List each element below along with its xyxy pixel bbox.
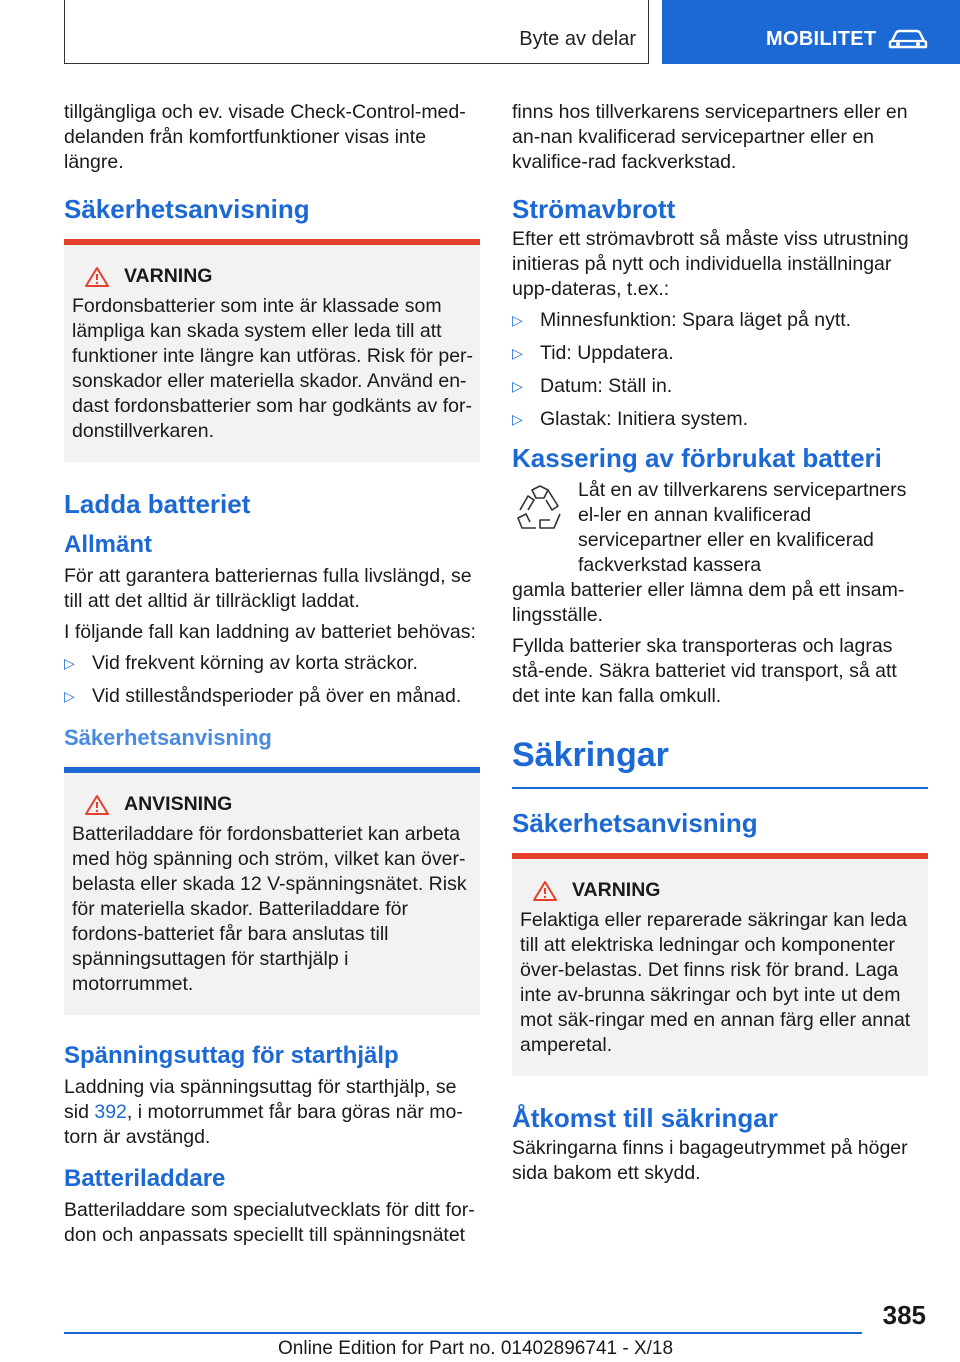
general-heading: Allmänt [64,531,153,558]
intro-text: tillgängliga och ev. visade Check-Control-med-delanden från komfortfunktioner visas inte längre. [64,101,466,173]
outage-list [512,308,928,432]
notice-box-charger [64,767,480,1015]
car-icon [888,28,928,50]
recycle-icon [514,484,566,536]
list-item: ▷ Vid stilleståndsperioder på över en månad. [64,685,462,707]
cases-text: I följande fall kan laddning av batteriet behövas: [64,621,476,643]
right-column [512,100,928,1192]
safety-heading: Säkerhetsanvisning [64,194,310,224]
charge-heading: Ladda batteriet [64,489,251,519]
triangle-bullet-icon: ▷ [512,345,523,361]
list-item: ▷ Minnesfunktion: Spara läget på nytt. [512,309,852,331]
header-chapter-box [662,0,960,64]
access-heading: Åtkomst till säkringar [512,1103,778,1133]
continued-text: finns hos tillverkarens servicepartners eller en an-nan kvalificerad servicepartner eller en kvalifice-rad fackverkstad. [512,101,908,173]
charger-heading: Batteriladdare [64,1165,226,1192]
triangle-bullet-icon: ▷ [512,378,523,394]
access-text: Säkringarna finns i bagageutrymmet på höger sida bakom ett skydd. [512,1137,908,1184]
fuses-safety-heading: Säkerhetsanvisning [512,808,758,838]
header-section-box [64,0,649,64]
warning-text: Fordonsbatterier som inte är klassade som lämpliga kan skada system eller leda till att funktioner inte längre kan utföras. Risk för per-sonskador eller materiella skador. Använd en-dast fordonsbatterier som har godkänts av for-donstillverkaren. [72,295,474,442]
warning-box-battery [64,239,480,462]
footer-divider [64,1332,862,1334]
safety-heading-2: Säkerhetsanvisning [64,725,272,750]
disposal-block [512,478,928,628]
warning-triangle-icon [84,794,110,816]
list-item: ▷ Tid: Uppdatera. [512,342,674,364]
triangle-bullet-icon: ▷ [512,411,523,427]
left-column [64,100,480,1254]
triangle-bullet-icon: ▷ [64,688,75,704]
notice-text: Batteriladdare för fordonsbatteriet kan arbeta med hög spänning och ström, vilket kan över-belasta eller skada 12 V-spänningsnätet. Risk för materiella skador. Batteriladdare för fordons-batteriet får bara anslutas till spänningsuttagen för starthjälp i motorrummet. [72,823,467,995]
charger-text: Batteriladdare som specialutvecklats för ditt for-don och anpassats speciellt till spänningsnätet [64,1199,475,1246]
warning-title: VARNING [124,265,213,287]
socket-heading: Spänningsuttag för starthjälp [64,1042,399,1069]
notice-title: ANVISNING [124,793,233,815]
disposal-text-2: Fyllda batterier ska transporteras och lagras stå-ende. Säkra batteriet vid transport, så att det inte kan falla omkull. [512,635,897,707]
fuses-heading-block [512,733,928,789]
warning-text: Felaktiga eller reparerade säkringar kan leda till att elektriska ledningar och komponenter över-belastas. Det finns risk för brand. Laga inte av-brunna säkringar och byt inte ut dem mot säk-ringar med en annan färg eller annat amperetal. [520,909,911,1056]
disposal-heading: Kassering av förbrukat batteri [512,443,882,473]
list-item: ▷ Vid frekvent körning av korta sträckor. [64,652,418,674]
fuses-heading: Säkringar [512,736,669,774]
header-chapter-title: MOBILITET [766,28,877,50]
triangle-bullet-icon: ▷ [64,655,75,671]
cases-list [64,651,480,709]
general-text: För att garantera batteriernas fulla livslängd, se till att det alltid är tillräckligt laddat. [64,565,472,612]
outage-heading: Strömavbrott [512,194,676,224]
disposal-text-1b: gamla batterier eller lämna dem på ett insam-lingsställe. [512,579,905,626]
disposal-text-1a: Låt en av tillverkarens servicepartners el-ler en annan kvalificerad servicepartner eller en kvalificerad fackverkstad kassera [578,479,907,576]
list-item: ▷ Glastak: Initiera system. [512,408,749,430]
outage-text: Efter ett strömavbrott så måste viss utrustning initieras på nytt och individuella inställningar upp-dateras, t.ex.: [512,228,909,300]
header-section-title: Byte av delar [519,28,636,50]
warning-box-fuses [512,853,928,1076]
warning-triangle-icon [84,266,110,288]
list-item: ▷ Datum: Ställ in. [512,375,673,397]
page-number: 385 [882,1300,926,1330]
warning-title: VARNING [572,879,661,901]
warning-triangle-icon [532,880,558,902]
footer-edition: Online Edition for Part no. 01402896741 - X/18 [278,1338,674,1359]
socket-text: Laddning via spänningsuttag för starthjälp, se sid 392, i motorrummet får bara göras när mo-torn är avstängd. [64,1076,463,1148]
triangle-bullet-icon: ▷ [512,312,523,328]
page-link-392[interactable]: 392 [94,1101,127,1123]
